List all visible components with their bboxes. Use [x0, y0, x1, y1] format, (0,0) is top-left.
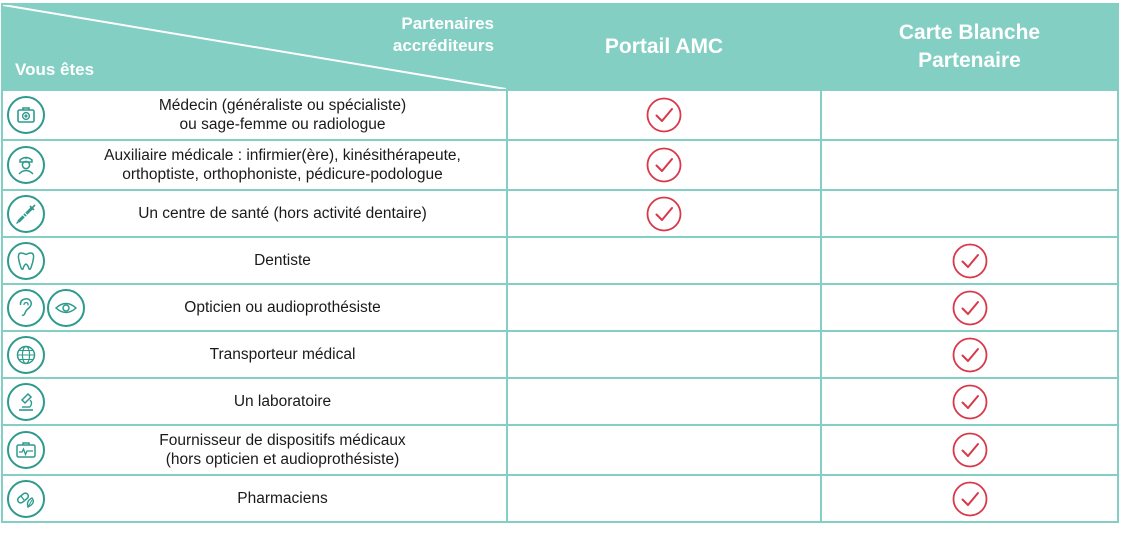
table-header-row [2, 4, 1118, 90]
pills-icon [7, 480, 45, 518]
checkmark-icon [952, 432, 988, 468]
profession-cell [2, 331, 507, 378]
profession-cell [2, 90, 507, 140]
profession-label: Un laboratoire [233, 393, 332, 410]
medical-case-icon [7, 96, 45, 134]
carte-blanche-cell [821, 90, 1118, 140]
portail-amc-cell [507, 90, 821, 140]
portail-amc-cell [507, 237, 821, 284]
checkmark-icon [952, 481, 988, 517]
profession-cell [2, 190, 507, 237]
carte-blanche-cell [821, 475, 1118, 522]
checkmark-icon [646, 196, 682, 232]
profession-label: Un centre de santé (hors activité dentaire) [138, 205, 427, 222]
you-are-label: Vous êtes [15, 60, 95, 79]
checkmark-icon [952, 384, 988, 420]
profession-cell [2, 237, 507, 284]
partners-table [1, 3, 1119, 523]
table-row [2, 378, 1118, 425]
profession-icons [7, 96, 45, 134]
table-row [2, 425, 1118, 475]
profession-cell [2, 425, 507, 475]
portail-amc-cell [507, 284, 821, 331]
carte-blanche-cell [821, 378, 1118, 425]
globe-icon [7, 336, 45, 374]
tooth-icon [7, 242, 45, 280]
table-row [2, 331, 1118, 378]
carte-blanche-cell [821, 140, 1118, 190]
nurse-icon [7, 146, 45, 184]
profession-cell [2, 284, 507, 331]
syringe-icon [7, 195, 45, 233]
microscope-icon [7, 383, 45, 421]
profession-icons [7, 195, 45, 233]
carte-blanche-cell [821, 425, 1118, 475]
profession-icons [7, 242, 45, 280]
profession-label: Auxiliaire médicale : infirmier(ère), kinésithérapeute, orthoptiste, orthophoniste, pédicure-podologue [104, 147, 461, 183]
profession-label: Dentiste [254, 252, 311, 269]
table-row [2, 190, 1118, 237]
portail-amc-cell [507, 475, 821, 522]
profession-cell [2, 378, 507, 425]
profession-icons [7, 383, 45, 421]
portail-amc-cell [507, 190, 821, 237]
profession-icons [7, 480, 45, 518]
checkmark-icon [646, 147, 682, 183]
table-row [2, 237, 1118, 284]
checkmark-icon [952, 290, 988, 326]
profession-icons [7, 431, 45, 469]
profession-cell [2, 475, 507, 522]
profession-icons [7, 146, 45, 184]
table-row [2, 475, 1118, 522]
profession-icons [7, 289, 85, 327]
checkmark-icon [646, 97, 682, 133]
portail-amc-cell [507, 140, 821, 190]
profession-label: Fournisseur de dispositifs médicaux (hors opticien et audioprothésiste) [159, 432, 406, 468]
column-header-portail-amc: Portail AMC [507, 4, 821, 90]
portail-amc-cell [507, 331, 821, 378]
eye-icon [47, 289, 85, 327]
column-header-carte-blanche: Carte Blanche Partenaire [821, 4, 1118, 90]
partners-table-container [1, 3, 1117, 537]
profession-label: Médecin (généraliste ou spécialiste) ou sage-femme ou radiologue [158, 97, 407, 133]
carte-blanche-cell [821, 284, 1118, 331]
profession-icons [7, 336, 45, 374]
checkmark-icon [952, 337, 988, 373]
portail-amc-cell [507, 425, 821, 475]
profession-label: Opticien ou audioprothésiste [184, 299, 381, 316]
header-corner-cell [2, 4, 507, 90]
checkmark-icon [952, 243, 988, 279]
carte-blanche-cell [821, 331, 1118, 378]
table-row [2, 90, 1118, 140]
table-row [2, 284, 1118, 331]
medical-device-icon [7, 431, 45, 469]
profession-label: Transporteur médical [209, 346, 356, 363]
accrediting-partners-label: Partenaires accréditeurs [392, 14, 494, 55]
carte-blanche-cell [821, 190, 1118, 237]
portail-amc-cell [507, 378, 821, 425]
carte-blanche-cell [821, 237, 1118, 284]
profession-cell [2, 140, 507, 190]
ear-icon [7, 289, 45, 327]
table-row [2, 140, 1118, 190]
profession-label: Pharmaciens [237, 490, 328, 507]
